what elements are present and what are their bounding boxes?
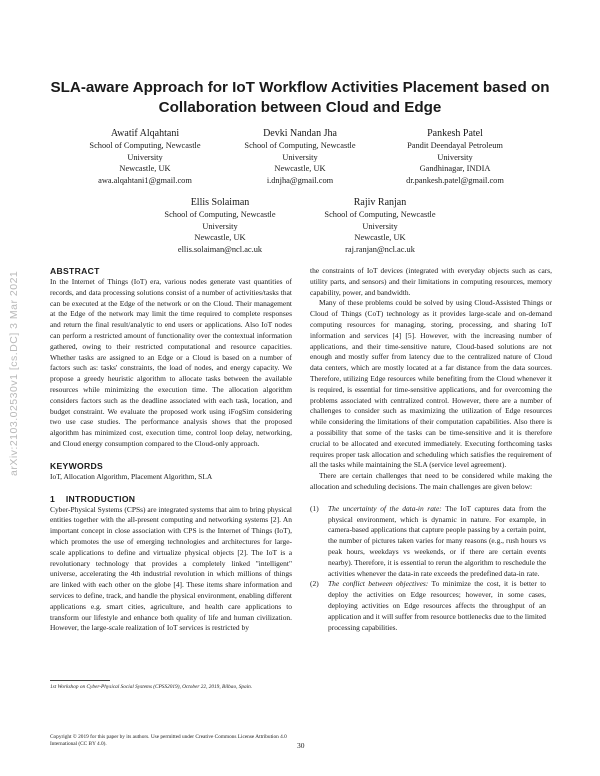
author-location: Newcastle, UK — [194, 233, 246, 243]
author-block — [135, 196, 305, 255]
introduction-text: Cyber-Physical Systems (CPSs) are integrated systems that aim to bring physical entities together with the all-present computing and networking systems [2]. An important concept in close association with CPS is the Internet of Things (IoT), which promotes the use of emerging technologies and architectures for large-scale applications to define and virtualize physical objects [2]. The IoT is a revolutionary technology that provides a completely linked "intelligent" universe, accelerating the 4th industrial revolution in which millions of things are linked with each other on the globe [4]. These items share information and services to define, track, and handle the physical environment, enabling different applications e.g. smart cities, agriculture, and health care applications to transform our lifestyle and enhance both quality of life and human civilization. However, the large-scale realization of IoT services is restricted by — [50, 504, 292, 633]
author-name: Ellis Solaiman — [190, 197, 250, 208]
copyright-notice: Copyright © 2019 for this paper by its authors. Use permitted under Creative Commons License Attribution 4.0 International (CC BY 4.0). — [50, 734, 287, 748]
author-email: raj.ranjan@ncl.ac.uk — [345, 244, 415, 254]
author-affiliation: School of Computing, Newcastle — [164, 210, 276, 219]
list-item — [310, 504, 552, 580]
author-email: ellis.solaiman@ncl.ac.uk — [177, 244, 263, 254]
right-column — [310, 266, 552, 633]
abstract-heading: ABSTRACT — [50, 266, 100, 276]
author-name: Rajiv Ranjan — [353, 197, 407, 208]
footnote-rule — [50, 680, 110, 681]
author-block — [370, 127, 540, 186]
author-name: Awatif Alqahtani — [110, 128, 180, 139]
list-item-text: The IoT captures data from the physical environment, which is dynamic in nature. For example, in camera-based applications that capture people passing by a certain point, the number of pictures taken varies for many reasons (e.g., rush hours vs peak hours, weekdays vs weekends, or if there are certain events nearby). Therefore, it is essential to rerun the algorithm to reschedule the activities whenever the data-in rate exceeds the predefined data-in rate. — [328, 503, 547, 578]
author-email: i.dnjha@gmail.com — [266, 175, 334, 185]
left-column — [50, 265, 292, 634]
footnote: 1st Workshop on Cyber-Physical Social Systems (CPSS2019), October 22, 2019, Bilbao, Spain. — [50, 684, 253, 690]
author-affiliation: University — [362, 221, 398, 231]
abstract-text: In the Internet of Things (IoT) era, various nodes generate vast quantities of records, and data processing solutions consist of a number of activities/tasks that can be executed at the Edge of the network or on the Cloud. Their management at the Edge of the network may limit the time required to complete responses and return the final result/analytic to end users or applications. Also IoT nodes can perform a restricted amount of functionality over the contextual information gathered, owing to their restricted computational and resource capacities. Whether tasks are assigned to an Edge or a Cloud is based on a number of factors such as: tasks' constraints, the load of nodes, and energy capacity. We propose a greedy heuristic algorithm to allocate tasks between the available resources while minimizing the execution time. The allocation algorithm considers factors such as the deadline associated with each task, location, and budget constraint. We evaluate the proposed work using iFogSim considering two use case studies. The performance analysis shows that the proposed algorithm has minimized cost, execution time, control loop delay, networking, and Cloud energy consumption compared to the Cloud-only approach. — [50, 277, 292, 448]
author-affiliation: University — [282, 152, 318, 162]
author-location: Gandhinagar, INDIA — [419, 164, 491, 174]
author-email: awa.alqahtani1@gmail.com — [98, 175, 192, 185]
list-item — [310, 579, 552, 633]
author-block — [215, 127, 385, 186]
challenges-list — [310, 504, 552, 634]
author-block — [60, 127, 230, 186]
author-affiliation: Pandit Deendayal Petroleum — [407, 141, 503, 150]
author-location: Newcastle, UK — [119, 164, 171, 174]
list-label: (2) — [310, 579, 319, 589]
author-affiliation: University — [127, 152, 163, 162]
author-email: dr.pankesh.patel@gmail.com — [406, 175, 504, 185]
body-paragraph: There are certain challenges that need to be considered while making the allocation and scheduling decisions. The main challenges are given below: — [310, 471, 552, 491]
author-name: Devki Nandan Jha — [263, 128, 337, 139]
introduction-heading: 1 INTRODUCTION — [50, 493, 136, 504]
list-item-heading: The uncertainty of the data-in rate: — [328, 503, 442, 513]
paper-title: SLA-aware Approach for IoT Workflow Activities Placement based on Collaboration between Cloud and Edge — [50, 79, 550, 116]
author-location: Newcastle, UK — [354, 233, 406, 243]
list-label: (1) — [310, 503, 319, 513]
list-item-text: To minimize the cost, it is better to deploy the activities on Edge resources; however, in some cases, deploying activities on Edge resources affects the throughput of an application and it will suffer from resource bottlenecks due to the limited processing capabilities. — [328, 579, 546, 632]
list-item-heading: The conflict between objectives: — [328, 579, 429, 589]
body-paragraph: the constraints of IoT devices (integrated with everyday objects such as cars, utility parts, and sensors) and their limitations in computing resources, memory capability, power, and bandwidth. — [310, 266, 552, 297]
author-affiliation: University — [437, 152, 473, 162]
author-block — [295, 196, 465, 255]
keywords-heading: KEYWORDS — [50, 460, 104, 471]
author-affiliation: School of Computing, Newcastle — [244, 141, 356, 150]
keywords-text: IoT, Allocation Algorithm, Placement Algorithm, SLA — [50, 471, 213, 481]
author-location: Newcastle, UK — [274, 164, 326, 174]
author-affiliation: School of Computing, Newcastle — [89, 141, 201, 150]
body-paragraph: Many of these problems could be solved by using Cloud-Assisted Things or Cloud of Things (CoT) technology as it provides large-scale and on-demand computing resources for managing, storing, processing, and sharing IoT information and services [4] [5]. However, with the increasing number of applications, and their time-sensitive nature, Cloud-based solutions are not enough and mostly suffer from latency due to the centralized nature of Cloud data centers, which are mostly located at a far distance from the data sources. Therefore, utilizing Edge resources while benefiting from the Cloud whenever it is required, is essential for time-sensitive applications, and for overcoming the problems associated with centralized control. However, there are a number of challenges to consider such as maximizing the utilization of Edge resources while considering the limitations of their computation capabilities. Also there is a possibility that some of the tasks can be time-sensitive and it is therefore crucial to be allocated and executed immediately. Executing forthcoming tasks requires proper task allocation and scheduling which satisfies the requirement of all the tasks while maintaining the SLA (service level agreement). — [310, 298, 552, 470]
author-affiliation: University — [202, 221, 238, 231]
author-name: Pankesh Patel — [427, 128, 483, 139]
arxiv-sidebar-stamp: arXiv:2103.02530v1 [cs.DC] 3 Mar 2021 — [8, 270, 20, 476]
page-number: 30 — [297, 741, 305, 750]
author-affiliation: School of Computing, Newcastle — [324, 210, 436, 219]
